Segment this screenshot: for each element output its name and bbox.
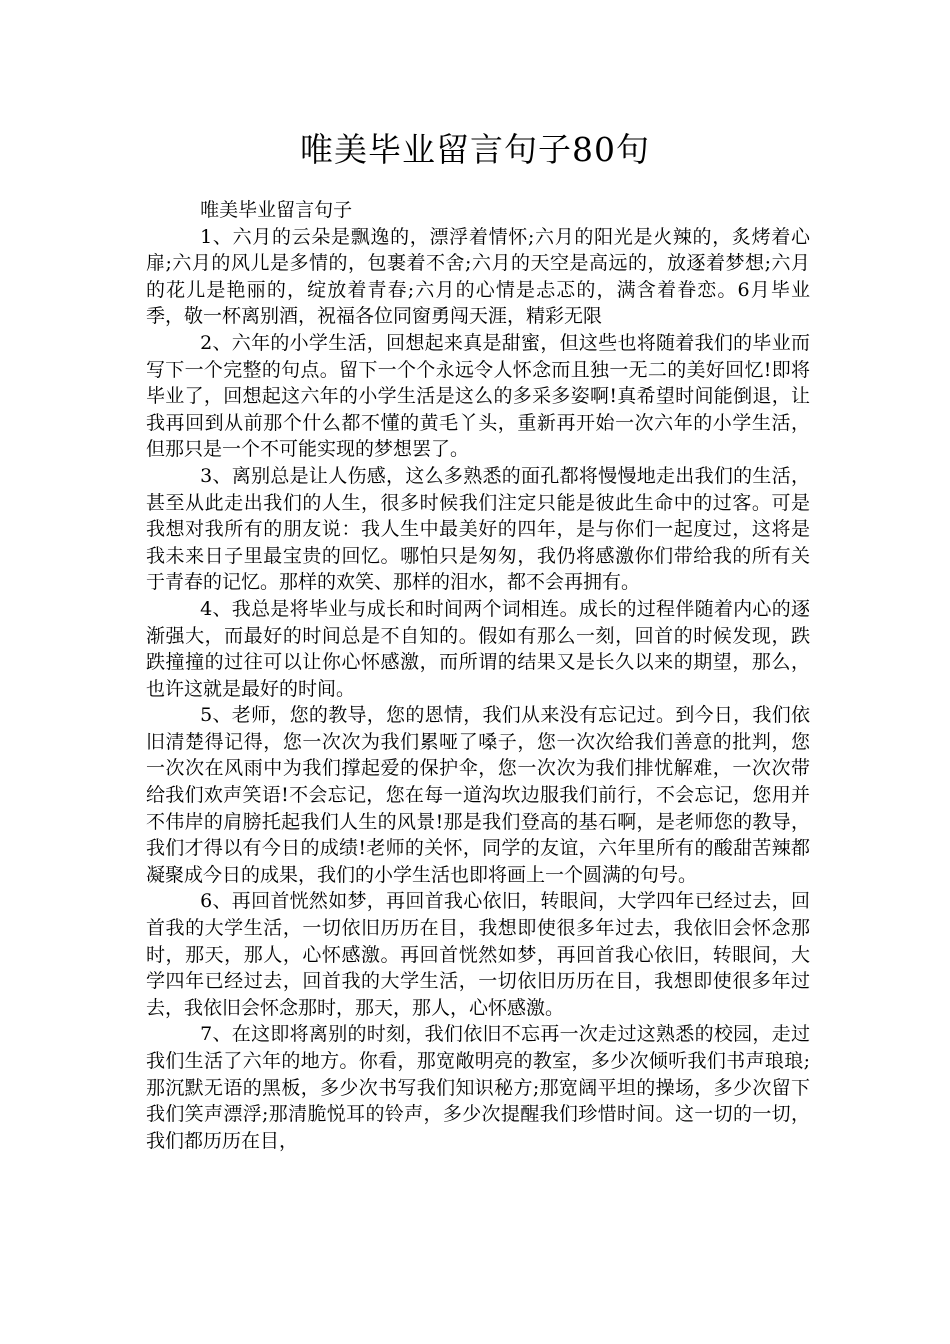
document-subtitle: 唯美毕业留言句子 [200,199,353,221]
paragraph-5: 5、老师，您的教导，您的恩情，我们从来没有忘记过。到今日，我们依旧清楚得记得，您一次次为我们累哑了嗓子，您一次次给我们善意的批判，您一次次在风雨中为我们撑起爱的保护伞，您一次次为我们排忧解难，一次次带给我们欢声笑语!不会忘记，您在每一道沟坎边服我们前行，不会忘记，您用并不伟岸的肩膀托起我们人生的风景!那是我们登高的基石啊，是老师您的教导，我们才得以有今日的成绩!老师的关怀，同学的友谊，六年里所有的酸甜苦辣都凝聚成今日的成果，我们的小学生活也即将画上一个圆满的句号。 [146,704,810,886]
paragraph-1: 1、六月的云朵是飘逸的，漂浮着情怀;六月的阳光是火辣的，炙烤着心扉;六月的风儿是多情的，包裹着不舍;六月的天空是高远的，放逐着梦想;六月的花儿是艳丽的，绽放着青春;六月的心情是忐忑的，满含着眷恋。6月毕业季，敬一杯离别酒，祝福各位同窗勇闯天涯，精彩无限 [146,225,810,328]
paragraph-2: 2、六年的小学生活，回想起来真是甜蜜，但这些也将随着我们的毕业而写下一个完整的句点。留下一个个永远令人怀念而且独一无二的美好回忆!即将毕业了，回想起这六年的小学生活是这么的多采多姿啊!真希望时间能倒退，让我再回到从前那个什么都不懂的黄毛丫头，重新再开始一次六年的小学生活，但那只是一个不可能实现的梦想罢了。 [146,331,810,461]
document-body [146,197,810,1154]
document-title: 唯美毕业留言句子80句 [300,130,650,169]
paragraph-6: 6、再回首恍然如梦，再回首我心依旧，转眼间，大学四年已经过去，回首我的大学生活，一切依旧历历在目，我想即使很多年过去，我依旧会怀念那时，那天，那人，心怀感激。再回首恍然如梦，再回首我心依旧，转眼间，大学四年已经过去，回首我的大学生活，一切依旧历历在目，我想即使很多年过去，我依旧会怀念那时，那天，那人，心怀感激。 [146,890,810,1019]
paragraph-4: 4、我总是将毕业与成长和时间两个词相连。成长的过程伴随着内心的逐渐强大，而最好的时间总是不自知的。假如有那么一刻，回首的时候发现，跌跌撞撞的过往可以让你心怀感激，而所谓的结果又是长久以来的期望，那么，也许这就是最好的时间。 [146,597,810,700]
paragraph-3: 3、离别总是让人伤感，这么多熟悉的面孔都将慢慢地走出我们的生活，甚至从此走出我们的人生，很多时候我们注定只能是彼此生命中的过客。可是我想对我所有的朋友说：我人生中最美好的四年，是与你们一起度过，这将是我未来日子里最宝贵的回忆。哪怕只是匆匆，我仍将感激你们带给我的所有关于青春的记忆。那样的欢笑、那样的泪水，都不会再拥有。 [146,464,810,594]
paragraph-7: 7、在这即将离别的时刻，我们依旧不忘再一次走过这熟悉的校园，走过我们生活了六年的地方。你看，那宽敞明亮的教室，多少次倾听我们书声琅琅;那沉默无语的黑板，多少次书写我们知识秘方;那宽阔平坦的操场，多少次留下我们笑声漂浮;那清脆悦耳的铃声，多少次提醒我们珍惜时间。这一切的一切，我们都历历在目， [146,1023,810,1152]
